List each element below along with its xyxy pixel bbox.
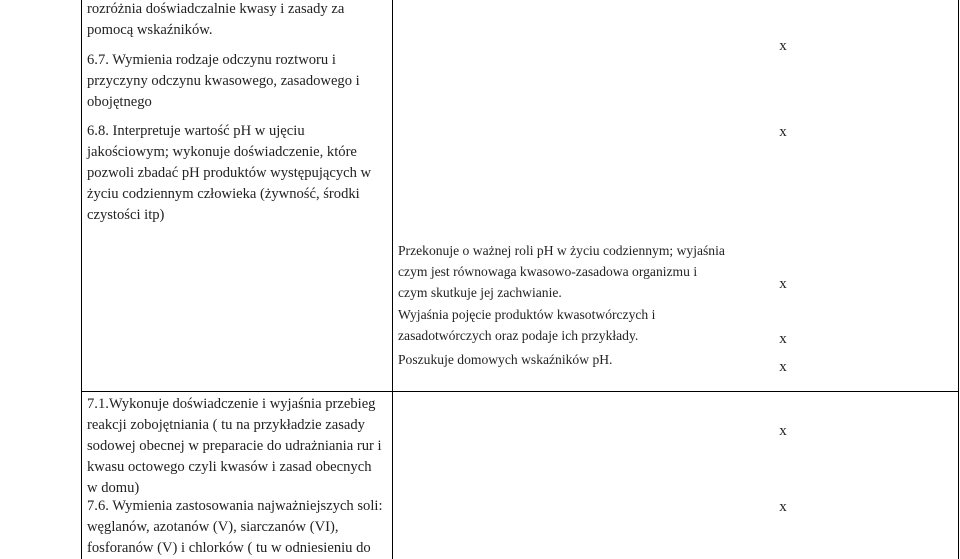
mark-row-8: x bbox=[779, 499, 787, 515]
text-line: pozwoli zbadać pH produktów występujących w bbox=[87, 165, 372, 181]
text-line: przyczyny odczynu kwasowego, zasadowego i bbox=[87, 73, 360, 89]
text-line: 7.1.Wykonuje doświadczenie i wyjaśnia przebieg bbox=[87, 396, 376, 412]
text-line: życiu codziennym człowieka (żywność, środki bbox=[87, 186, 360, 202]
text-line: Poszukuje domowych wskaźników pH. bbox=[398, 352, 613, 367]
text-line: zasadotwórczych oraz podaje ich przykłady. bbox=[398, 328, 639, 343]
row-text-3 bbox=[87, 121, 371, 226]
text-line: 6.7. Wymienia rodzaje odczynu roztworu i bbox=[87, 52, 336, 68]
text-line: sodowej obecnej w preparacie do udrażniania rur i bbox=[87, 438, 382, 454]
vertical-line-right bbox=[958, 0, 959, 559]
row-text-8 bbox=[87, 496, 383, 559]
text-line: reakcji zobojętniania ( tu na przykładzie zasady bbox=[87, 417, 365, 433]
text-line: jakościowym; wykonuje doświadczenie, które bbox=[87, 144, 357, 160]
text-line: rozróżnia doświadczalnie kwasy i zasady za bbox=[87, 1, 345, 17]
text-line: Wyjaśnia pojęcie produktów kwasotwórczych i bbox=[398, 307, 656, 322]
text-line: w domu) bbox=[87, 480, 140, 496]
mark-row-4: x bbox=[779, 276, 787, 292]
text-line: Przekonuje o ważnej roli pH w życiu codziennym; wyjaśnia bbox=[398, 243, 725, 258]
mark-row-6: x bbox=[779, 359, 787, 375]
horizontal-line bbox=[81, 391, 959, 392]
row-text-1 bbox=[87, 0, 344, 41]
row-text-4 bbox=[398, 240, 725, 303]
row-text-2 bbox=[87, 50, 360, 113]
text-line: węglanów, azotanów (V), siarczanów (VI), bbox=[87, 519, 339, 535]
text-line: czym skutkuje jej zachwianie. bbox=[398, 285, 562, 300]
row-text-7 bbox=[87, 394, 382, 499]
text-line: fosforanów (V) i chlorków ( tu w odniesieniu do bbox=[87, 540, 371, 556]
mark-row-5: x bbox=[779, 331, 787, 347]
vertical-line-middle bbox=[392, 0, 393, 559]
mark-row-3: x bbox=[779, 124, 787, 140]
text-line: czystości itp) bbox=[87, 207, 165, 223]
text-line: 6.8. Interpretuje wartość pH w ujęciu bbox=[87, 123, 305, 139]
row-text-5 bbox=[398, 304, 655, 346]
mark-row-7: x bbox=[779, 423, 787, 439]
mark-row-2: x bbox=[779, 38, 787, 54]
text-line: obojętnego bbox=[87, 94, 152, 110]
vertical-line-left bbox=[81, 0, 82, 559]
text-line: czym jest równowaga kwasowo-zasadowa organizmu i bbox=[398, 264, 698, 279]
text-line: 7.6. Wymienia zastosowania najważniejszych soli: bbox=[87, 498, 383, 514]
text-line: kwasu octowego czyli kwasów i zasad obecnych bbox=[87, 459, 372, 475]
text-line: pomocą wskaźników. bbox=[87, 22, 213, 38]
row-text-6 bbox=[398, 349, 612, 370]
